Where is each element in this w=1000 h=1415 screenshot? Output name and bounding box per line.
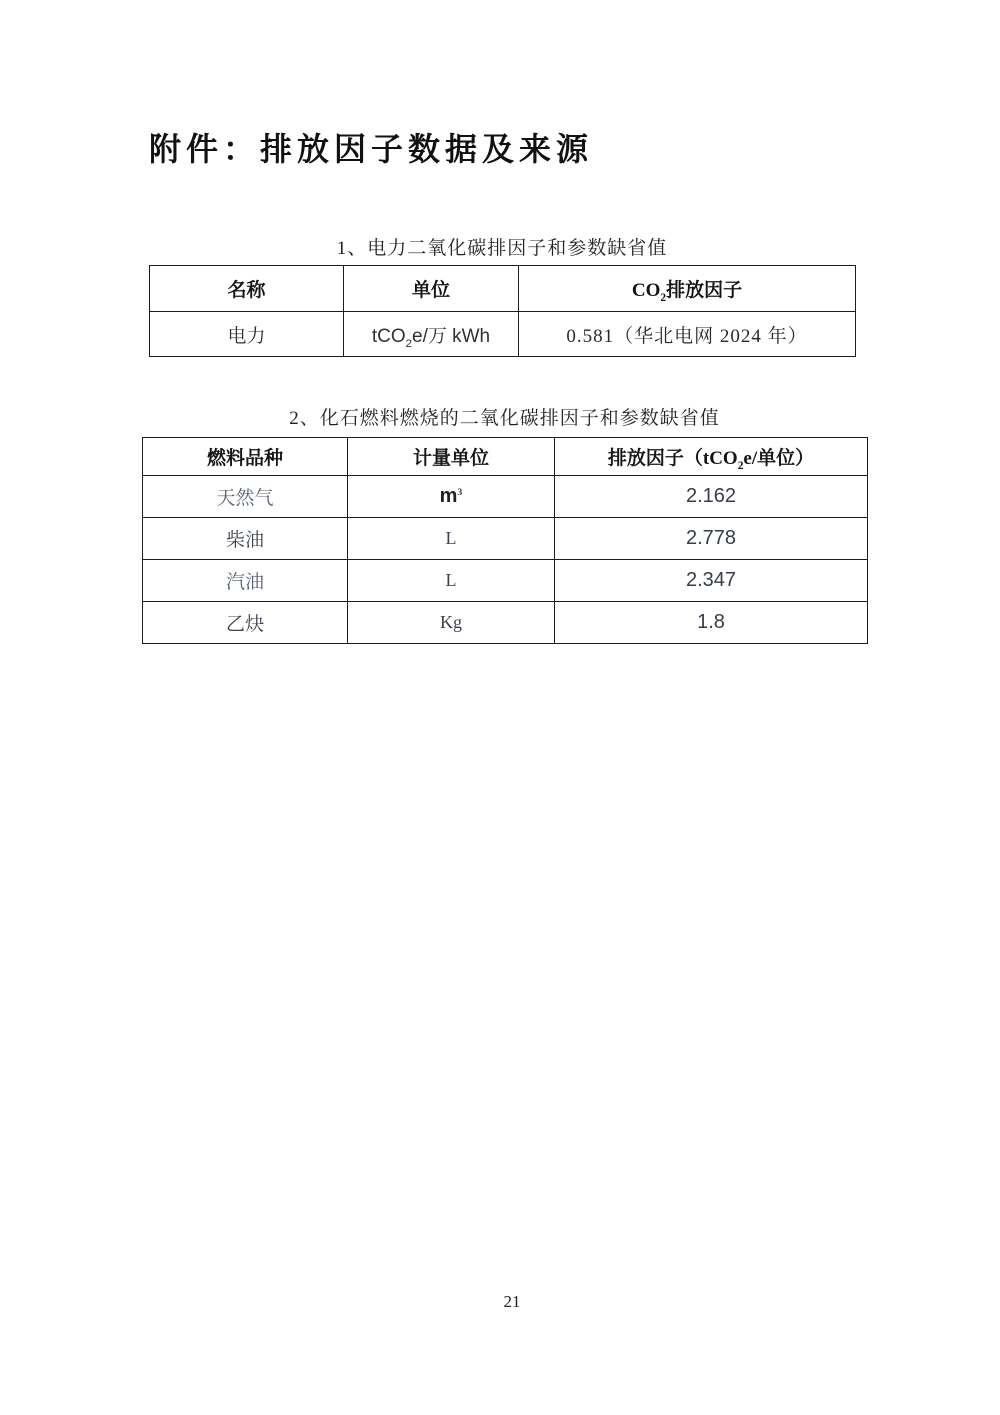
page-number: 21 xyxy=(503,1292,521,1311)
table2-caption: 2、化石燃料燃烧的二氧化碳排因子和参数缺省值 xyxy=(289,408,720,429)
header-fuel-type: 燃料品种 xyxy=(143,438,348,476)
cell-factor-value: 1.8 xyxy=(555,602,868,644)
cell-fuel-diesel: 柴油 xyxy=(143,518,348,560)
co2-subscript: 2 xyxy=(737,459,744,472)
cubic-superscript: 3 xyxy=(457,487,463,498)
header-name: 名称 xyxy=(150,266,344,312)
table-row xyxy=(143,560,868,602)
co2-subscript: 2 xyxy=(660,291,667,304)
header-emission-factor xyxy=(555,438,868,476)
page-title: 附件：排放因子数据及来源 xyxy=(149,131,594,167)
unit-base: m xyxy=(439,485,458,507)
cell-factor-value: 2.162 xyxy=(555,476,868,518)
co2-subscript: 2 xyxy=(405,337,412,350)
table-row xyxy=(143,518,868,560)
cell-electricity: 电力 xyxy=(150,312,344,357)
table-row xyxy=(143,476,868,518)
cell-unit-m3 xyxy=(348,476,555,518)
cell-unit-kg: Kg xyxy=(348,602,555,644)
header-unit: 单位 xyxy=(344,266,519,312)
electricity-emission-factor-table xyxy=(149,265,856,357)
cell-electricity-unit xyxy=(344,312,519,357)
cell-electricity-factor: 0.581（华北电网 2024 年） xyxy=(519,312,856,357)
cell-unit-liter: L xyxy=(348,560,555,602)
cell-factor-value: 2.347 xyxy=(555,560,868,602)
header-co2-factor xyxy=(519,266,856,312)
unit-text-suffix: e/万 kWh xyxy=(412,325,491,347)
table-row xyxy=(150,312,856,357)
cell-factor-value: 2.778 xyxy=(555,518,868,560)
unit-text: tCO xyxy=(371,325,406,347)
header-co2-factor-suffix: 排放因子 xyxy=(666,280,743,301)
fossil-fuel-emission-factor-table xyxy=(142,437,868,644)
table1-caption: 1、电力二氧化碳排因子和参数缺省值 xyxy=(336,238,668,259)
cell-fuel-acetylene: 乙炔 xyxy=(143,602,348,644)
cell-fuel-natural-gas: 天然气 xyxy=(143,476,348,518)
cell-fuel-gasoline: 汽油 xyxy=(143,560,348,602)
table-header-row xyxy=(150,266,856,312)
table-header-row xyxy=(143,438,868,476)
header-emission-factor-suffix: e/单位） xyxy=(743,448,815,469)
header-measure-unit: 计量单位 xyxy=(348,438,555,476)
header-emission-factor-text: 排放因子（tCO xyxy=(607,448,738,469)
header-co2-factor-text: CO xyxy=(631,280,661,301)
table-row xyxy=(143,602,868,644)
cell-unit-liter: L xyxy=(348,518,555,560)
